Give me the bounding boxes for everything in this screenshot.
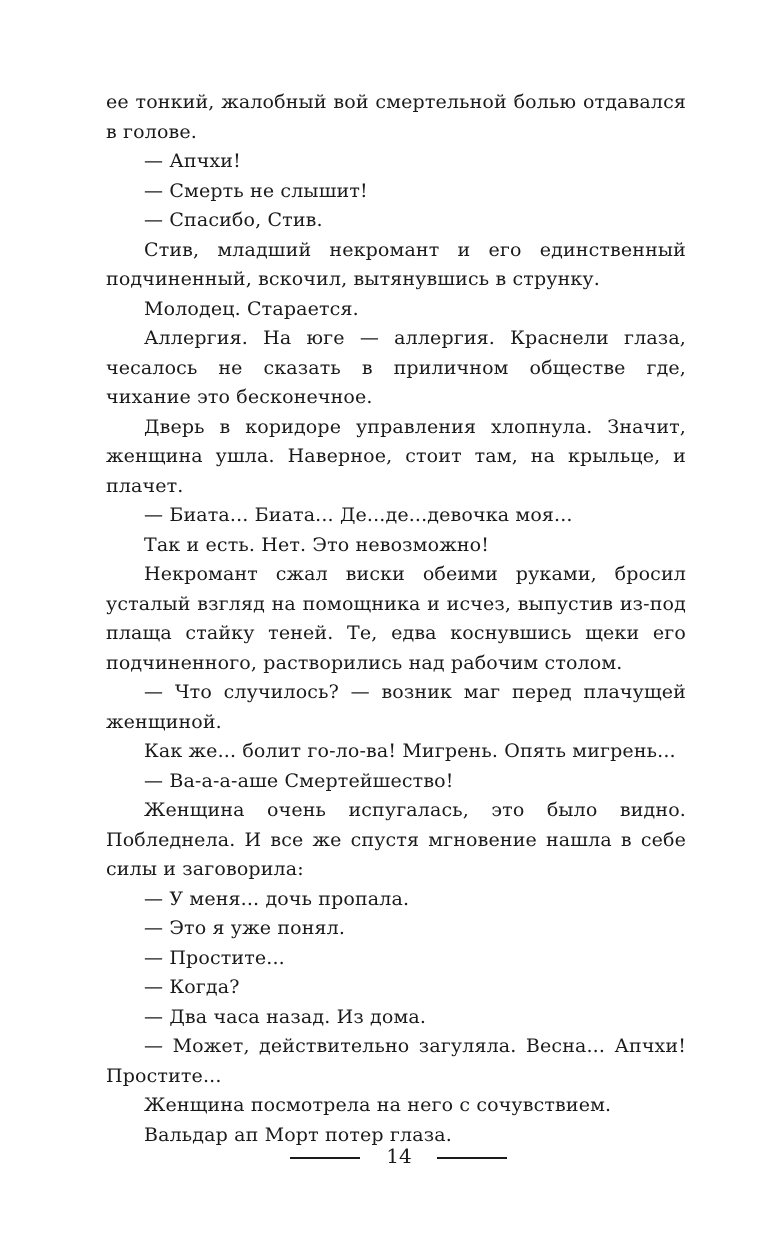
paragraph: — Спасибо, Стив. xyxy=(144,209,323,231)
paragraph-continuation: ее тонкий, жалобный вой смертельной болью отдавался в голове. xyxy=(106,91,686,143)
paragraph: — Биата... Биата... Де...де...девочка моя... xyxy=(144,504,573,526)
footer-rule-right xyxy=(437,1157,507,1159)
paragraph: — У меня... дочь пропала. xyxy=(144,887,410,910)
paragraph: — Ва-а-а-аше Смертейшество! xyxy=(144,769,454,792)
paragraph: — Может, действительно загуляла. Весна... Апчхи! Простите... xyxy=(106,1035,686,1087)
paragraph: — Простите... xyxy=(144,946,285,969)
paragraph: Молодец. Старается. xyxy=(144,297,359,320)
paragraph: Женщина очень испугалась, это было видно. Побледнела. И все же спустя мгновение нашла в себе силы и заговорила: xyxy=(106,799,686,880)
paragraph: Некромант сжал виски обеими руками, бросил усталый взгляд на помощника и исчез, выпустив из-под плаща стайку теней. Те, едва коснувшись щеки его подчиненного, растворились над рабочим столом. xyxy=(106,563,686,674)
paragraph: Дверь в коридоре управления хлопнула. Значит, женщина ушла. Наверное, стоит там, на крыльце, и плачет. xyxy=(106,415,686,497)
footer-rule-left xyxy=(290,1157,360,1159)
body-text xyxy=(106,88,686,1150)
page-footer xyxy=(0,1140,768,1176)
paragraph: Так и есть. Нет. Это невозможно! xyxy=(144,533,490,556)
paragraph: Вальдар ап Морт потер глаза. xyxy=(144,1123,452,1146)
paragraph: — Когда? xyxy=(144,976,240,998)
page-number: 14 xyxy=(386,1144,412,1168)
paragraph: Аллергия. На юге — аллергия. Краснели глаза, чесалось не сказать в приличном обществе где, чихание это бесконечное. xyxy=(106,327,686,408)
paragraph: Стив, младший некромант и его единственный подчиненный, вскочил, вытянувшись в струнку. xyxy=(106,238,686,290)
paragraph: — Апчхи! xyxy=(144,150,241,172)
paragraph: — Смерть не слышит! xyxy=(144,179,368,202)
paragraph: Женщина посмотрела на него с сочувствием. xyxy=(144,1094,612,1116)
paragraph: Как же... болит го-ло-ва! Мигрень. Опять мигрень... xyxy=(144,740,676,762)
paragraph: — Это я уже понял. xyxy=(144,917,346,939)
paragraph: — Два часа назад. Из дома. xyxy=(144,1005,427,1028)
paragraph: — Что случилось? — возник маг перед плачущей женщиной. xyxy=(106,681,686,733)
